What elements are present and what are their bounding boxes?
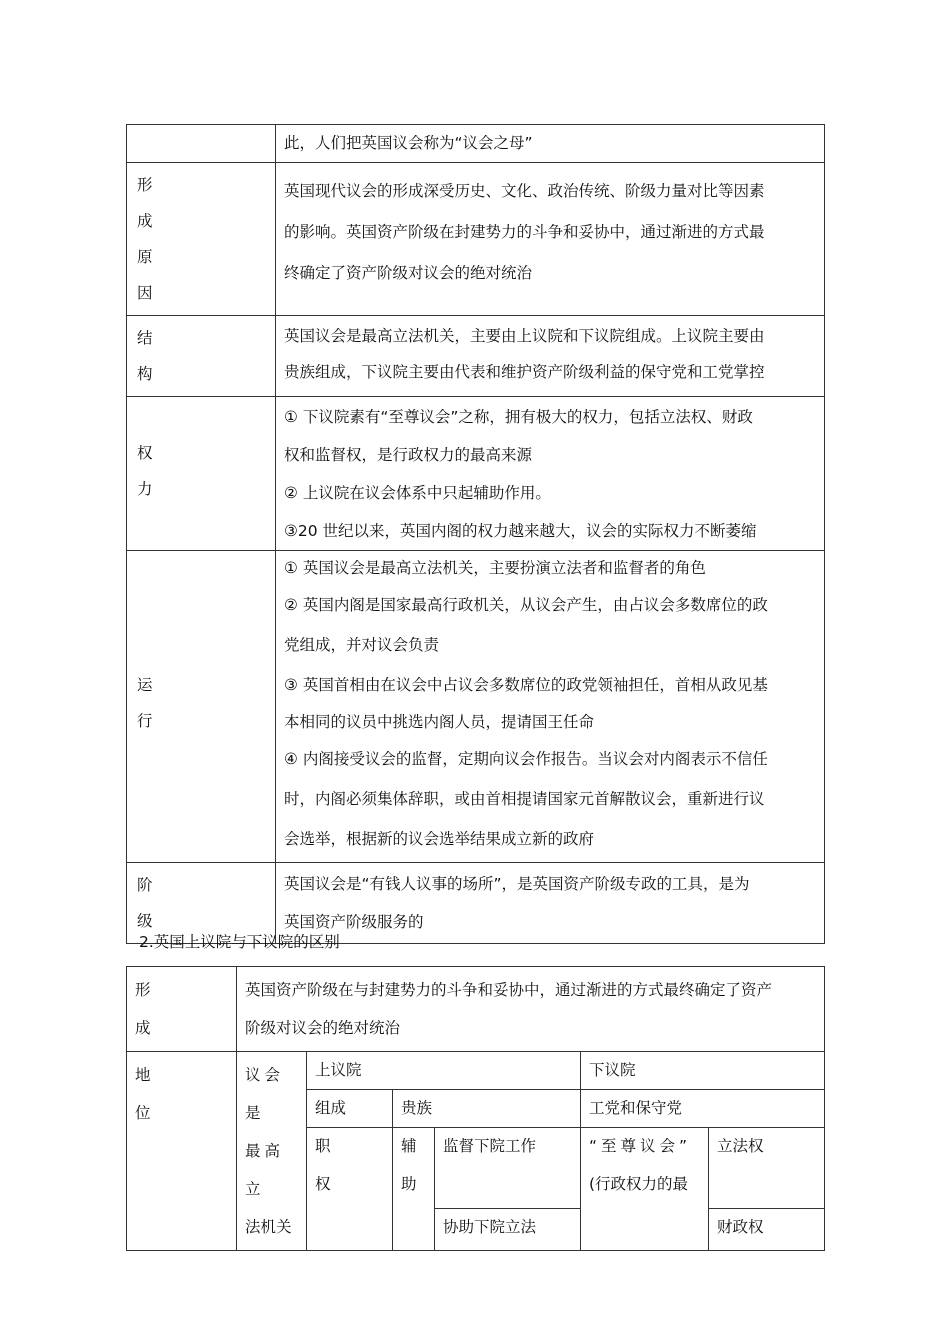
- parliament-overview-table: [126, 124, 825, 944]
- row-label-class: 阶 级: [127, 863, 276, 944]
- powers-label: 职 权: [307, 1128, 393, 1251]
- table-row: [127, 397, 825, 551]
- row-content-formation: 英国资产阶级在与封建势力的斗争和妥协中，通过渐进的方式最终确定了资产 阶级对议会的绝对统治: [237, 967, 825, 1052]
- row-label-empty: [127, 125, 276, 163]
- lower-house-header: 下议院: [581, 1052, 825, 1090]
- composition-label: 组成: [307, 1090, 393, 1128]
- table-row: [127, 125, 825, 163]
- lower-power-finance: 财政权: [709, 1208, 825, 1251]
- row-label-power: 权 力: [127, 397, 276, 551]
- lower-house-title: “至尊议会” (行政权力的最: [581, 1128, 709, 1251]
- row-label-status: 地 位: [127, 1052, 237, 1251]
- table-row: [127, 551, 825, 863]
- row-label-operation: 运 行: [127, 551, 276, 863]
- row-content-structure: 英国议会是最高立法机关，主要由上议院和下议院组成。上议院主要由 贵族组成，下议院主要由代表和维护资产阶级利益的保守党和工党掌控: [276, 316, 825, 397]
- row-label-formation-cause: 形 成 原 因: [127, 163, 276, 316]
- row-content-power: ① 下议院素有“至尊议会”之称，拥有极大的权力，包括立法权、财政 权和监督权，是行政权力的最高来源 ② 上议院在议会体系中只起辅助作用。 ③20 世纪以来，英国内阁的权力越来越大，议会的实际权力不断萎缩: [276, 397, 825, 551]
- section-caption: 2.英国上议院与下议院的区别: [139, 933, 340, 951]
- row-content-formation-cause: 英国现代议会的形成深受历史、文化、政治传统、阶级力量对比等因素 的影响。英国资产阶级在封建势力的斗争和妥协中，通过渐进的方式最 终确定了资产阶级对议会的绝对统治: [276, 163, 825, 316]
- upper-house-header: 上议院: [307, 1052, 581, 1090]
- content-line: 此，人们把英国议会称为“议会之母”: [284, 134, 533, 152]
- table-row: [127, 967, 825, 1052]
- row-label-structure: 结 构: [127, 316, 276, 397]
- upper-composition: 贵族: [393, 1090, 581, 1128]
- table-row: [127, 163, 825, 316]
- row-content-class: 英国议会是“有钱人议事的场所”，是英国资产阶级专政的工具，是为 英国资产阶级服务的: [276, 863, 825, 944]
- table-row: [127, 1052, 825, 1090]
- upper-power-assist: 协助下院立法: [435, 1208, 581, 1251]
- lower-composition: 工党和保守党: [581, 1090, 825, 1128]
- row-content: [276, 125, 825, 163]
- upper-power-supervise: 监督下院工作: [435, 1128, 581, 1209]
- upper-role: 辅 助: [393, 1128, 435, 1251]
- status-summary: 议会是 最高立 法机关: [237, 1052, 307, 1251]
- lower-power-legislative: 立法权: [709, 1128, 825, 1209]
- row-content-operation: ① 英国议会是最高立法机关，主要扮演立法者和监督者的角色 ② 英国内阁是国家最高行政机关，从议会产生，由占议会多数席位的政 党组成，并对议会负责 ③ 英国首相由在议会中占议会多数席位的政党领袖担任，首相从政见基 本相同的议员中挑选内阁人员，提请国王任命 ④ 内阁接受议会的监督，定期向议会作报告。当议会对内阁表示不信任 时，内阁必须集体辞职，或由首相提请国家元首解散议会，重新进行议 会选举，根据新的议会选举结果成立新的政府: [276, 551, 825, 863]
- table-row: [127, 316, 825, 397]
- house-comparison-table: [126, 966, 825, 1251]
- row-label-formation: 形 成: [127, 967, 237, 1052]
